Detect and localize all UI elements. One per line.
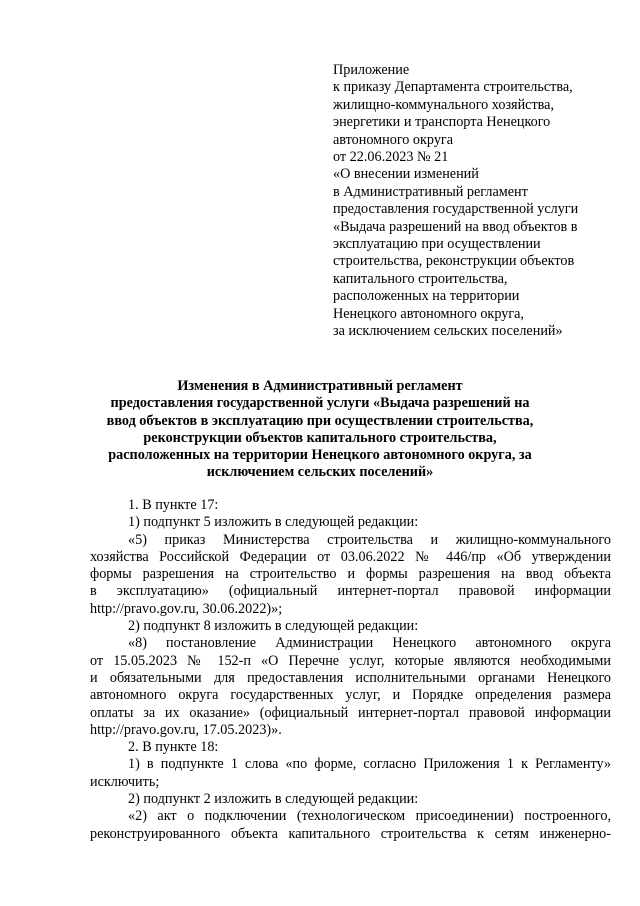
body-line: 1) подпункт 5 изложить в следующей редакции: xyxy=(128,514,419,531)
title-line: исключением сельских поселений» xyxy=(206,464,434,481)
body-line: 2. В пункте 18: xyxy=(128,739,219,756)
appendix-line: капитального строительства, xyxy=(333,270,508,287)
appendix-line: за исключением сельских поселений» xyxy=(333,323,563,340)
body-line: в эксплуатацию» (официальный интернет-портал правовой информации xyxy=(90,583,611,600)
appendix-line: жилищно-коммунального хозяйства, xyxy=(333,96,555,113)
body-line: хозяйства Российской Федерации от 03.06.2022 № 446/пр «Об утверждении xyxy=(90,548,611,565)
body-line: реконструированного объекта капитального строительства к сетям инженерно- xyxy=(90,825,611,842)
body-line: от 15.05.2023 № 152-п «О Перечне услуг, которые являются необходимыми xyxy=(90,652,611,669)
appendix-line: в Административный регламент xyxy=(333,183,528,200)
body-line: и обязательными для предоставления исполнительными органами Ненецкого xyxy=(90,669,611,686)
appendix-block xyxy=(333,62,578,341)
appendix-line: от 22.06.2023 № 21 xyxy=(333,149,449,166)
body-line: автономного округа государственных услуг, и Порядке определения размера xyxy=(90,687,611,704)
title-line: Изменения в Административный регламент xyxy=(177,378,463,394)
appendix-line: Ненецкого автономного округа, xyxy=(333,305,524,322)
body-line: 2) подпункт 8 изложить в следующей редакции: xyxy=(128,618,419,635)
body-line: оплаты за их оказание» (официальный интернет-портал правовой информации xyxy=(90,704,611,721)
document-title xyxy=(100,378,540,482)
body-line: 1. В пункте 17: xyxy=(128,497,219,513)
body-line: http://pravo.gov.ru, 30.06.2022)»; xyxy=(90,600,283,617)
body-line: исключить; xyxy=(90,773,160,790)
appendix-line: энергетики и транспорта Ненецкого xyxy=(333,114,551,131)
title-line: расположенных на территории Ненецкого автономного округа, за xyxy=(108,447,532,464)
body-line: «5) приказ Министерства строительства и жилищно-коммунального xyxy=(128,531,611,548)
appendix-line: к приказу Департамента строительства, xyxy=(333,79,573,96)
title-line: предоставления государственной услуги «Выдача разрешений на xyxy=(110,395,530,412)
body-line: http://pravo.gov.ru, 17.05.2023)». xyxy=(90,721,282,738)
body-line: «2) акт о подключении (технологическом присоединении) построенного, xyxy=(128,808,611,825)
appendix-line: «О внесении изменений xyxy=(333,166,479,183)
body-line: 1) в подпункте 1 слова «по форме, согласно Приложения 1 к Регламенту» xyxy=(128,756,611,773)
appendix-line: расположенных на территории xyxy=(333,288,520,305)
appendix-line: строительства, реконструкции объектов xyxy=(333,253,575,270)
appendix-line: Приложение xyxy=(333,62,410,78)
title-line: реконструкции объектов капитального строительства, xyxy=(143,429,497,446)
body-line: «8) постановление Администрации Ненецкого автономного округа xyxy=(128,635,611,652)
appendix-line: «Выдача разрешений на ввод объектов в xyxy=(333,218,578,235)
document-body xyxy=(90,497,611,843)
appendix-line: эксплуатацию при осуществлении xyxy=(333,236,541,253)
appendix-line: предоставления государственной услуги xyxy=(333,201,579,218)
body-line: формы разрешения на строительство и формы разрешения на ввод объекта xyxy=(90,566,611,583)
body-line: 2) подпункт 2 изложить в следующей редакции: xyxy=(128,791,419,808)
title-line: ввод объектов в эксплуатацию при осуществлении строительства, xyxy=(106,412,534,429)
appendix-line: автономного округа xyxy=(333,131,454,148)
